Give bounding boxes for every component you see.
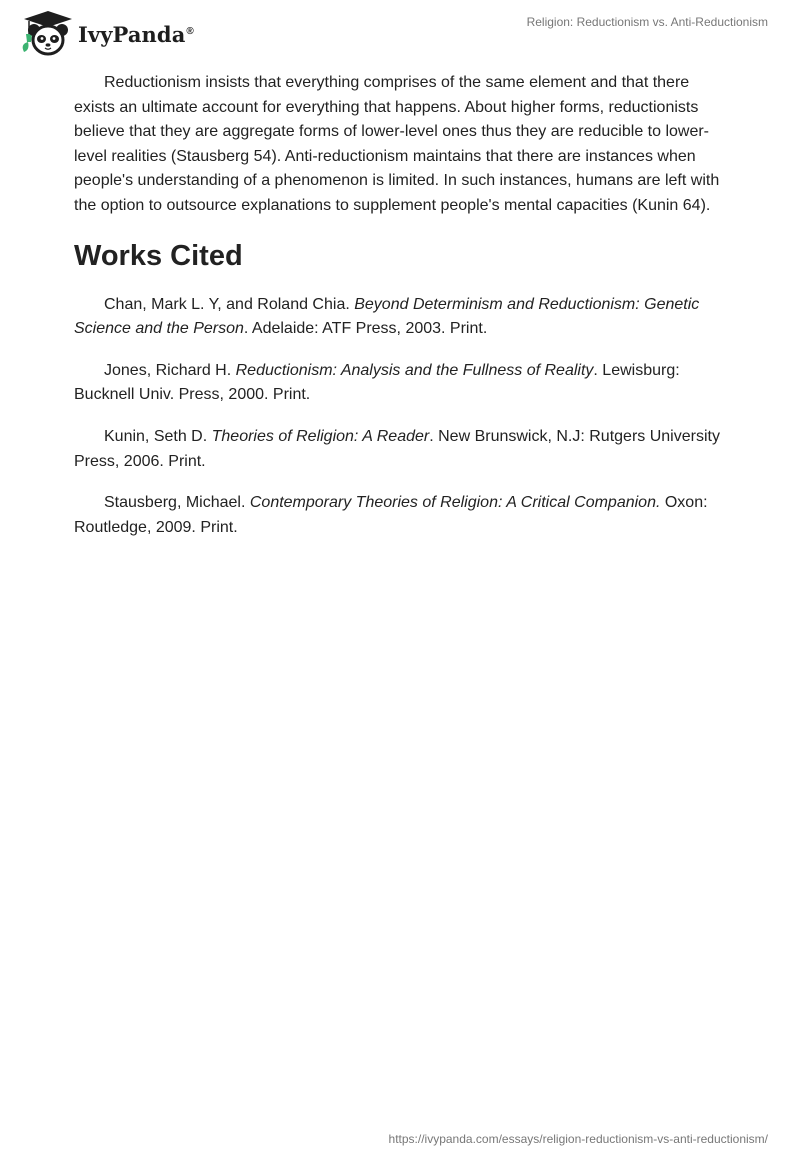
- citation-entry: Jones, Richard H. Reductionism: Analysis and the Fullness of Reality. Lewisburg: Bucknell Univ. Press, 2000. Print.: [74, 361, 680, 404]
- works-cited-heading: Works Cited: [74, 239, 243, 272]
- citation-title: Contemporary Theories of Religion: A Critical Companion.: [249, 494, 661, 512]
- citation-title: Theories of Religion: A Reader: [211, 427, 430, 445]
- citation-title: Beyond Determinism and Reductionism: Genetic Science and the Person: [74, 295, 700, 338]
- source-url-link[interactable]: https://ivypanda.com/essays/religion-reductionism-vs-anti-reductionism/: [388, 1132, 768, 1146]
- citation-entry: Kunin, Seth D. Theories of Religion: A Reader. New Brunswick, N.J: Rutgers University Press, 2006. Print.: [74, 427, 720, 470]
- works-cited-list: [74, 293, 724, 541]
- brand-name: IvyPanda®: [78, 21, 194, 47]
- body-paragraph: Reductionism insists that everything comprises of the same element and that there exists an ultimate account for everything that happens. About higher forms, reductionists believe that they are aggregate forms of lower-level ones thus they are reducible to lower-level realities (Stausberg 54). Anti-reductionism maintains that there are instances when people's understanding of a phenomenon is limited. In such instances, humans are left with the option to outsource explanations to supplement people's mental capacities (Kunin 64).: [74, 74, 720, 214]
- ivypanda-logo[interactable]: [16, 8, 194, 58]
- running-title: Religion: Reductionism vs. Anti-Reductionism: [526, 15, 768, 29]
- page-header: [0, 0, 800, 70]
- citation-entry: Chan, Mark L. Y, and Roland Chia. Beyond Determinism and Reductionism: Genetic Science and the Person. Adelaide: ATF Press, 2003. Print.: [74, 295, 700, 338]
- document-content: [74, 71, 724, 557]
- citation-entry: Stausberg, Michael. Contemporary Theories of Religion: A Critical Companion. Oxon: Routledge, 2009. Print.: [74, 494, 708, 536]
- panda-logo-icon: [16, 8, 74, 58]
- citation-title: Reductionism: Analysis and the Fullness of Reality: [235, 361, 594, 379]
